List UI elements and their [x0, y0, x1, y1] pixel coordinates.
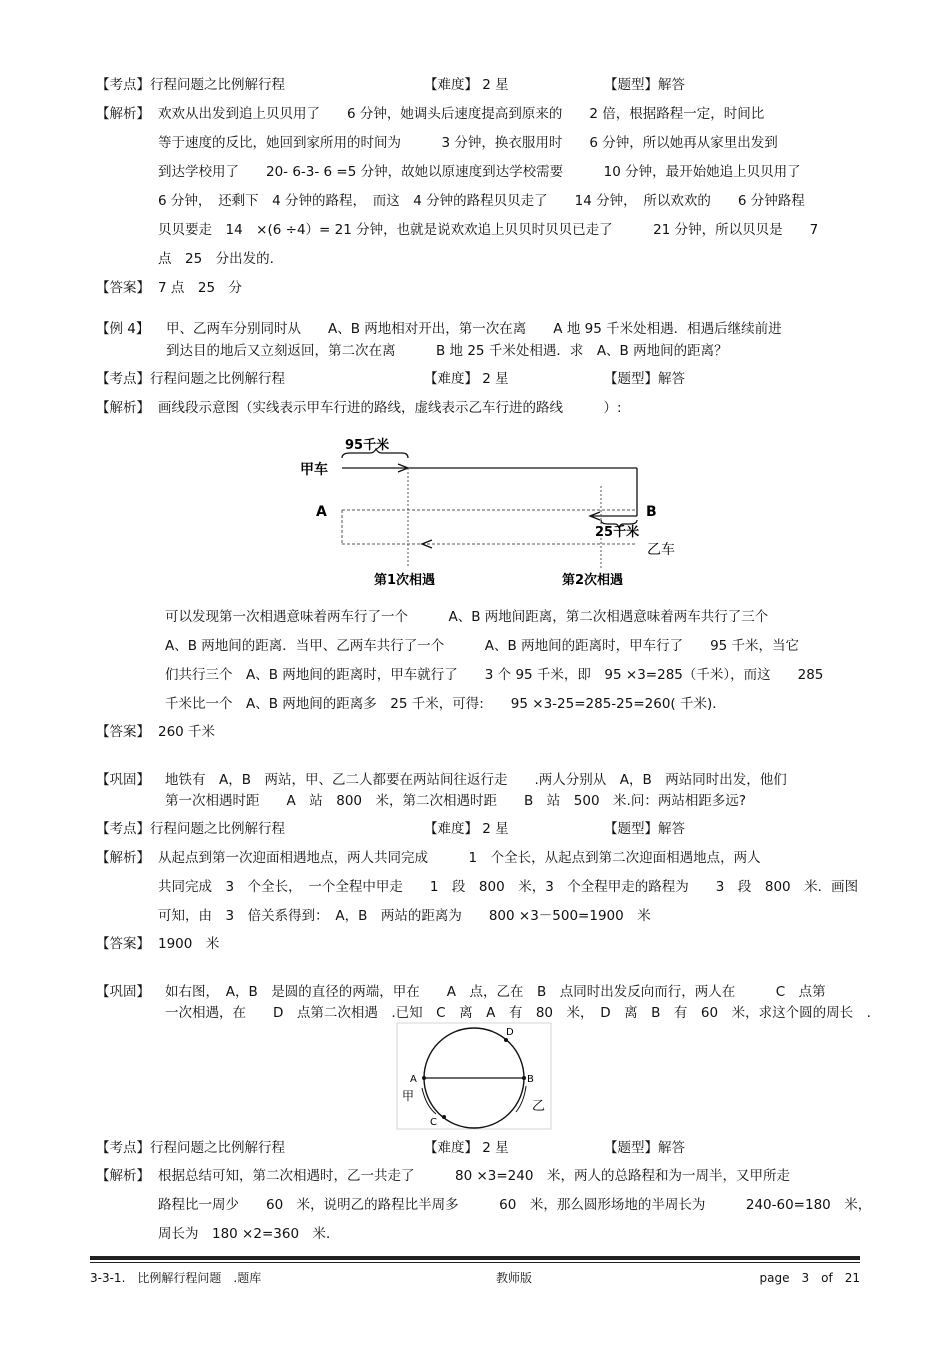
meta-row: [96, 368, 880, 390]
label-25km: 25千米: [595, 525, 640, 540]
tixing: 【题型】解答: [604, 821, 685, 837]
label-B: B: [527, 1074, 534, 1085]
jiexi-line: 根据总结可知，第二次相遇时，乙一共走了 80 ×3=240 米，两人的总路程和为一周半，又甲所走: [158, 1168, 790, 1184]
label-yiche: 乙车: [647, 542, 675, 558]
jiexi-tag: 【解析】: [96, 1168, 150, 1184]
meta-row: [96, 818, 880, 840]
question-line: 一次相遇，在 D 点第二次相遇 .已知 C 离 A 有 80 米， D 离 B 有 60 米，求这个圆的周长 .: [165, 1005, 871, 1021]
label-C: C: [430, 1117, 437, 1128]
label-jia: 甲: [402, 1089, 415, 1103]
jiexi-line: 点 25 分出发的.: [158, 251, 274, 267]
label-B: B: [646, 504, 657, 520]
nandu: 【难度】 2 星: [424, 77, 509, 93]
kaodian: 【考点】行程问题之比例解行程: [96, 371, 285, 387]
gonggu-tag: 【巩固】: [96, 772, 150, 788]
example-tag: 【例 4】: [96, 321, 150, 337]
page-number: page 3 of 21: [759, 1271, 860, 1285]
jiexi-tag: 【解析】: [96, 106, 150, 122]
daan-tag: 【答案】: [96, 936, 150, 952]
tixing: 【题型】解答: [604, 1140, 685, 1156]
nandu: 【难度】 2 星: [424, 1140, 509, 1156]
question-line: 如右图， A，B 是圆的直径的两端，甲在 A 点，乙在 B 点同时出发反向而行，两人在 C 点第: [165, 984, 826, 1000]
answer-text: 7 点 25 分: [158, 280, 243, 296]
jiexi-tag: 【解析】: [96, 400, 150, 416]
jiexi-line: 到达学校用了 20- 6-3- 6 =5 分钟，故她以原速度到达学校需要 10 分钟，最开始她追上贝贝用了: [158, 164, 801, 180]
answer-text: 260 千米: [158, 724, 216, 740]
gonggu-tag: 【巩固】: [96, 984, 150, 1000]
jiexi-line: 可知，由 3 倍关系得到： A，B 两站的距离为 800 ×3－500=1900 米: [158, 908, 651, 924]
jiexi-line: 路程比一周少 60 米，说明乙的路程比半周多 60 米，那么圆形场地的半周长为 240-60=180 米，: [158, 1197, 872, 1213]
jiexi-line: 6 分钟， 还剩下 4 分钟的路程， 而这 4 分钟的路程贝贝走了 14 分钟， 所以欢欢的 6 分钟路程: [158, 193, 805, 209]
point-B: [522, 1076, 526, 1080]
footer-rule: [90, 1256, 860, 1260]
arrow-yi-arc: [516, 1086, 526, 1112]
jiexi-line: 共同完成 3 个全长， 一个全程中甲走 1 段 800 米，3 个全程甲走的路程为 3 段 800 米．画图: [158, 879, 859, 895]
point-D: [504, 1038, 508, 1042]
question-line: 甲、乙两车分别同时从 A、B 两地相对开出，第一次在离 A 地 95 千米处相遇．相遇后继续前进: [166, 321, 782, 337]
label-D: D: [506, 1027, 514, 1038]
label-95km: 95千米: [345, 438, 390, 453]
kaodian: 【考点】行程问题之比例解行程: [96, 1140, 285, 1156]
label-meet2: 第2次相遇: [562, 573, 624, 588]
label-A: A: [410, 1074, 417, 1085]
nandu: 【难度】 2 星: [424, 371, 509, 387]
jiexi-line: 等于速度的反比，她回到家所用的时间为 3 分钟，换衣服用时 6 分钟，所以她再从家里出发到: [158, 135, 778, 151]
kaodian: 【考点】行程问题之比例解行程: [96, 821, 285, 837]
question-line: 第一次相遇时距 A 站 800 米，第二次相遇时距 B 站 500 米.问：两站相距多远?: [165, 793, 746, 809]
label-jiache: 甲车: [300, 462, 328, 478]
jiexi-line: 从起点到第一次迎面相遇地点，两人共同完成 1 个全长，从起点到第二次迎面相遇地点，两人: [158, 850, 761, 866]
nandu: 【难度】 2 星: [424, 821, 509, 837]
meta-row: [96, 74, 880, 96]
tixing: 【题型】解答: [604, 371, 685, 387]
footer-title: 3-3-1. 比例解行程问题 .题库: [90, 1271, 262, 1285]
daan-tag: 【答案】: [96, 724, 150, 740]
jiexi-line: 周长为 180 ×2=360 米．: [158, 1226, 340, 1242]
jiexi-intro: 画线段示意图（实线表示甲车行进的路线，虚线表示乙车行进的路线 ）:: [158, 400, 622, 416]
jiexi-line: A、B 两地间的距离．当甲、乙两车共行了一个 A、B 两地间的距离时，甲车行了 95 千米，当它: [165, 638, 800, 654]
footer-edition: 教师版: [496, 1271, 533, 1285]
line-segment-diagram: [290, 428, 690, 596]
label-meet1: 第1次相遇: [374, 573, 436, 588]
question-line: 地铁有 A，B 两站，甲、乙二人都要在两站间往返行走 .两人分别从 A，B 两站同时出发，他们: [165, 772, 787, 788]
answer-text: 1900 米: [158, 936, 220, 952]
label-A: A: [316, 504, 327, 520]
question-line: 到达目的地后又立刻返回，第二次在离 B 地 25 千米处相遇．求 A、B 两地间的距离？: [166, 343, 728, 359]
circle-diagram: [396, 1022, 552, 1130]
point-C: [442, 1115, 446, 1119]
jiexi-line: 欢欢从出发到追上贝贝用了 6 分钟，她调头后速度提高到原来的 2 倍，根据路程一定，时间比: [158, 106, 765, 122]
meta-row: [96, 1137, 880, 1159]
tixing: 【题型】解答: [604, 77, 685, 93]
footer-rule-thin: [90, 1262, 860, 1263]
daan-tag: 【答案】: [96, 280, 150, 296]
jiexi-line: 千米比一个 A、B 两地间的距离多 25 千米，可得: 95 ×3-25=285-25=260( 千米)．: [165, 696, 726, 712]
point-A: [422, 1076, 426, 1080]
jiexi-line: 可以发现第一次相遇意味着两车行了一个 A、B 两地间距离，第二次相遇意味着两车共行了三个: [165, 609, 769, 625]
jiexi-line: 贝贝要走 14 ×(6 ÷4）= 21 分钟，也就是说欢欢追上贝贝时贝贝已走了 21 分钟，所以贝贝是 7: [158, 222, 819, 238]
label-yi: 乙: [532, 1099, 546, 1114]
kaodian: 【考点】行程问题之比例解行程: [96, 77, 285, 93]
jiexi-tag: 【解析】: [96, 850, 150, 866]
jiexi-line: 们共行三个 A、B 两地间的距离时，甲车就行了 3 个 95 千米，即 95 ×3=285（千米），而这 285: [165, 667, 824, 683]
